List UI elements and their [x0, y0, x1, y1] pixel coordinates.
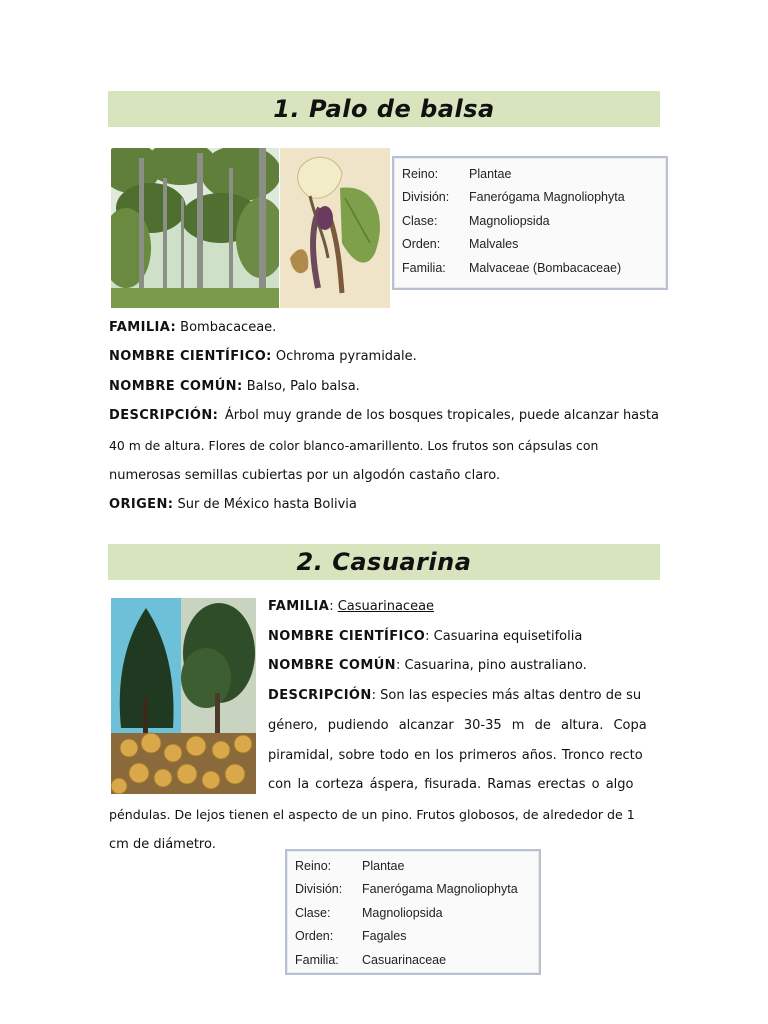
taxonomy-row	[295, 925, 518, 949]
descripcion-label: DESCRIPCIÓN:	[109, 408, 219, 423]
balsa-forest-photo	[111, 148, 279, 308]
descripcion-text: con la corteza áspera, fisurada. Ramas erectas o algo	[268, 777, 634, 792]
familia-value: Casuarinaceae	[337, 599, 435, 614]
section2-cientifico	[268, 629, 582, 644]
taxonomy-value: Plantae	[362, 858, 405, 873]
origen-label: ORIGEN:	[109, 497, 174, 512]
section2-descripcion-line5	[109, 807, 635, 822]
taxonomy-value: Malvaceae (Bombacaceae)	[469, 260, 622, 275]
taxonomy-value: Casuarinaceae	[362, 952, 447, 967]
section2-descripcion-line3	[268, 748, 659, 763]
taxonomy-row	[402, 233, 625, 257]
taxonomy-key: Reino:	[402, 166, 439, 181]
section1-descripcion-line1	[109, 408, 659, 423]
balsa-flower-illustration	[280, 148, 390, 308]
cientifico-label: NOMBRE CIENTÍFICO	[268, 629, 426, 644]
section2-descripcion-line6	[109, 837, 216, 852]
section2-title-bar	[108, 544, 660, 580]
descripcion-text: género, pudiendo alcanzar 30-35 m de altura. Copa	[268, 718, 647, 733]
descripcion-text: piramidal, sobre todo en los primeros años. Tronco recto	[268, 748, 643, 763]
taxonomy-value: Magnoliopsida	[362, 905, 443, 920]
taxonomy-key: División:	[295, 882, 343, 897]
cientifico-value: Ochroma pyramidale.	[271, 349, 417, 364]
taxonomy-key: Orden:	[295, 929, 334, 944]
section2-descripcion-line4	[268, 777, 659, 792]
taxonomy-row	[402, 162, 625, 186]
taxonomy-row	[295, 854, 518, 878]
section1-cientifico	[109, 349, 417, 364]
taxonomy-value: Fanerógama Magnoliophyta	[362, 882, 518, 897]
section1-origen	[109, 497, 357, 512]
section1-comun	[109, 379, 360, 394]
familia-label: FAMILIA:	[109, 320, 177, 335]
casuarina-photo	[111, 598, 256, 794]
section2-taxonomy-box	[285, 849, 541, 975]
section1-descripcion-line3	[109, 468, 500, 483]
comun-label: NOMBRE COMÚN	[268, 658, 396, 673]
taxonomy-row	[295, 901, 518, 925]
taxonomy-value: Plantae	[469, 166, 512, 181]
descripcion-text: Árbol muy grande de los bosques tropicales, puede alcanzar hasta	[224, 408, 659, 423]
descripcion-text: : Son las especies más altas dentro de su	[371, 688, 642, 703]
taxonomy-row	[402, 186, 625, 210]
taxonomy-row	[295, 948, 518, 972]
taxonomy-row	[402, 209, 625, 233]
section2-comun	[268, 658, 587, 673]
descripcion-text: cm de diámetro.	[109, 837, 216, 852]
taxonomy-key: Familia:	[402, 260, 446, 275]
descripcion-text: numerosas semillas cubiertas por un algodón castaño claro.	[109, 468, 501, 483]
section1-familia	[109, 320, 276, 335]
taxonomy-value: Fanerógama Magnoliophyta	[469, 190, 625, 205]
taxonomy-row	[402, 256, 625, 280]
comun-label: NOMBRE COMÚN:	[109, 379, 243, 394]
section1-title-bar	[108, 91, 660, 127]
section1-title: 1. Palo de balsa	[273, 95, 495, 123]
section2-title: 2. Casuarina	[296, 548, 472, 576]
cientifico-value: : Casuarina equisetifolia	[425, 629, 583, 644]
familia-value: Bombacaceae.	[176, 320, 277, 335]
origen-value: Sur de México hasta Bolivia	[173, 497, 357, 512]
cientifico-label: NOMBRE CIENTÍFICO:	[109, 349, 272, 364]
descripcion-text: péndulas. De lejos tienen el aspecto de un pino. Frutos globosos, de alrededor de 1	[109, 807, 635, 822]
familia-label: FAMILIA	[268, 599, 330, 614]
taxonomy-key: División:	[402, 190, 450, 205]
taxonomy-key: Clase:	[295, 905, 331, 920]
taxonomy-key: Reino:	[295, 858, 332, 873]
descripcion-label: DESCRIPCIÓN	[268, 688, 372, 703]
taxonomy-key: Familia:	[295, 952, 339, 967]
taxonomy-row	[295, 878, 518, 902]
taxonomy-value: Magnoliopsida	[469, 213, 550, 228]
section1-descripcion-line2	[109, 438, 659, 453]
taxonomy-key: Orden:	[402, 237, 441, 252]
taxonomy-value: Fagales	[362, 929, 407, 944]
section2-familia: FAMILIA: Casuarinaceae	[268, 599, 435, 614]
section1-taxonomy-box	[392, 156, 668, 290]
section2-descripcion-line2	[268, 718, 659, 733]
descripcion-text: 40 m de altura. Flores de color blanco-amarillento. Los frutos son cápsulas con	[109, 438, 599, 453]
section2-descripcion-line1	[268, 688, 659, 703]
taxonomy-key: Clase:	[402, 213, 438, 228]
comun-value: : Casuarina, pino australiano.	[395, 658, 587, 673]
taxonomy-value: Malvales	[469, 237, 519, 252]
comun-value: Balso, Palo balsa.	[242, 379, 360, 394]
